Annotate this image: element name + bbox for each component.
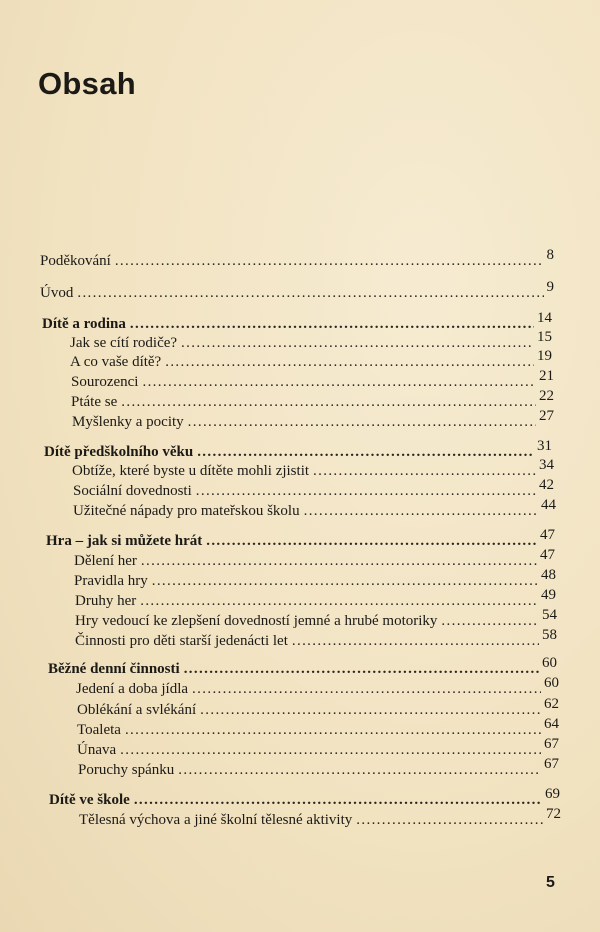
- toc-page-number: 60: [542, 655, 557, 671]
- toc-page-number: 15: [537, 329, 552, 345]
- toc-label: Pravidla hry: [74, 573, 148, 589]
- page-title: Obsah: [38, 66, 136, 101]
- toc-item: [76, 675, 559, 699]
- toc-label: Dítě ve škole: [49, 792, 130, 808]
- page-number: 5: [546, 874, 555, 891]
- toc-page-number: 58: [542, 627, 557, 643]
- toc-label: Poděkování: [40, 253, 111, 269]
- toc-page-number: 19: [537, 348, 552, 364]
- toc-item: [77, 736, 559, 760]
- toc-label: Úvod: [40, 285, 74, 301]
- toc-label: Jak se cítí rodiče?: [70, 335, 178, 351]
- dot-leader: [134, 790, 542, 810]
- dot-leader: [313, 461, 536, 481]
- toc-label: Hra – jak si můžete hrát: [46, 533, 203, 549]
- toc-item: [75, 607, 557, 631]
- toc-label: Oblékání a svlékání: [77, 702, 197, 718]
- dot-leader: [140, 591, 538, 611]
- toc-page-number: 67: [544, 756, 559, 772]
- toc-label: Dítě předškolního věku: [44, 444, 194, 460]
- toc-label: Dělení her: [74, 553, 137, 569]
- dot-leader: [77, 283, 543, 303]
- toc-item: [78, 756, 559, 780]
- toc-section: [48, 655, 557, 679]
- toc-label: Hry vedoucí ke zlepšení dovedností jemné a hrubé motoriky: [75, 613, 438, 629]
- toc-label: Běžné denní činnosti: [48, 661, 180, 677]
- toc-item: [40, 279, 554, 303]
- toc-page-number: 62: [544, 696, 559, 712]
- toc-item: [77, 716, 559, 740]
- dot-leader: [121, 392, 536, 412]
- toc-item: [79, 806, 561, 830]
- dot-leader: [356, 810, 543, 830]
- toc-page-number: 21: [539, 368, 554, 384]
- toc-item: [40, 247, 554, 271]
- dot-leader: [178, 760, 541, 780]
- toc-label: Toaleta: [77, 722, 121, 738]
- toc-item: [71, 368, 554, 392]
- dot-leader: [165, 352, 534, 372]
- toc-section: [42, 310, 552, 334]
- dot-leader: [120, 740, 541, 760]
- dot-leader: [206, 531, 537, 551]
- toc-section: [49, 786, 560, 810]
- toc-page-number: 69: [545, 786, 560, 802]
- dot-leader: [197, 442, 534, 462]
- toc-label: Činnosti pro děti starší jedenácti let: [75, 633, 288, 649]
- toc-page-number: 44: [541, 497, 556, 513]
- toc-page-number: 64: [544, 716, 559, 732]
- toc-item: [75, 627, 557, 651]
- toc-item: [70, 348, 552, 372]
- toc-page-number: 47: [540, 527, 555, 543]
- toc-label: Druhy her: [75, 593, 137, 609]
- toc-label: Dítě a rodina: [42, 316, 126, 332]
- toc-label: Jedení a doba jídla: [76, 681, 189, 697]
- toc-label: Sociální dovednosti: [73, 483, 192, 499]
- toc-label: Obtíže, které byste u dítěte mohli zjistit: [72, 463, 310, 479]
- dot-leader: [142, 372, 536, 392]
- dot-leader: [115, 251, 544, 271]
- toc-page-number: 72: [546, 806, 561, 822]
- dot-leader: [192, 679, 541, 699]
- dot-leader: [181, 333, 534, 353]
- toc-item: [72, 408, 554, 432]
- toc-page-number: 60: [544, 675, 559, 691]
- toc-item: [70, 329, 552, 353]
- toc-label: Ptáte se: [71, 394, 118, 410]
- dot-leader: [441, 611, 539, 631]
- dot-leader: [304, 501, 538, 521]
- toc-item: [75, 587, 556, 611]
- toc-item: [73, 497, 556, 521]
- toc-item: [77, 696, 559, 720]
- dot-leader: [125, 720, 541, 740]
- dot-leader: [152, 571, 538, 591]
- toc-page-number: 54: [542, 607, 557, 623]
- toc-page-number: 9: [546, 279, 554, 295]
- toc-label: Sourozenci: [71, 374, 139, 390]
- toc-label: Tělesná výchova a jiné školní tělesné aktivity: [79, 812, 353, 828]
- toc-item: [72, 457, 554, 481]
- dot-leader: [141, 551, 537, 571]
- toc-page-number: 34: [539, 457, 554, 473]
- toc-page-number: 27: [539, 408, 554, 424]
- toc-page-number: 22: [539, 388, 554, 404]
- toc-page-number: 31: [537, 438, 552, 454]
- dot-leader: [196, 481, 536, 501]
- toc-section: [46, 527, 555, 551]
- toc-page-number: 8: [546, 247, 554, 263]
- toc-item: [74, 547, 555, 571]
- toc-page-number: 47: [540, 547, 555, 563]
- toc-label: Únava: [77, 742, 117, 758]
- toc-item: [73, 477, 554, 501]
- toc-page-number: 49: [541, 587, 556, 603]
- toc-page-number: 48: [541, 567, 556, 583]
- toc-label: Poruchy spánku: [78, 762, 175, 778]
- toc-page-number: 14: [537, 310, 552, 326]
- dot-leader: [200, 700, 541, 720]
- toc-label: Myšlenky a pocity: [72, 414, 184, 430]
- dot-leader: [130, 314, 534, 334]
- toc-label: Užitečné nápady pro mateřskou školu: [73, 503, 300, 519]
- toc-section: [44, 438, 552, 462]
- toc-page-number: 67: [544, 736, 559, 752]
- dot-leader: [188, 412, 536, 432]
- toc-item: [71, 388, 554, 412]
- toc-item: [74, 567, 556, 591]
- toc-label: A co vaše dítě?: [70, 354, 162, 370]
- dot-leader: [292, 631, 539, 651]
- toc-page-number: 42: [539, 477, 554, 493]
- dot-leader: [184, 659, 539, 679]
